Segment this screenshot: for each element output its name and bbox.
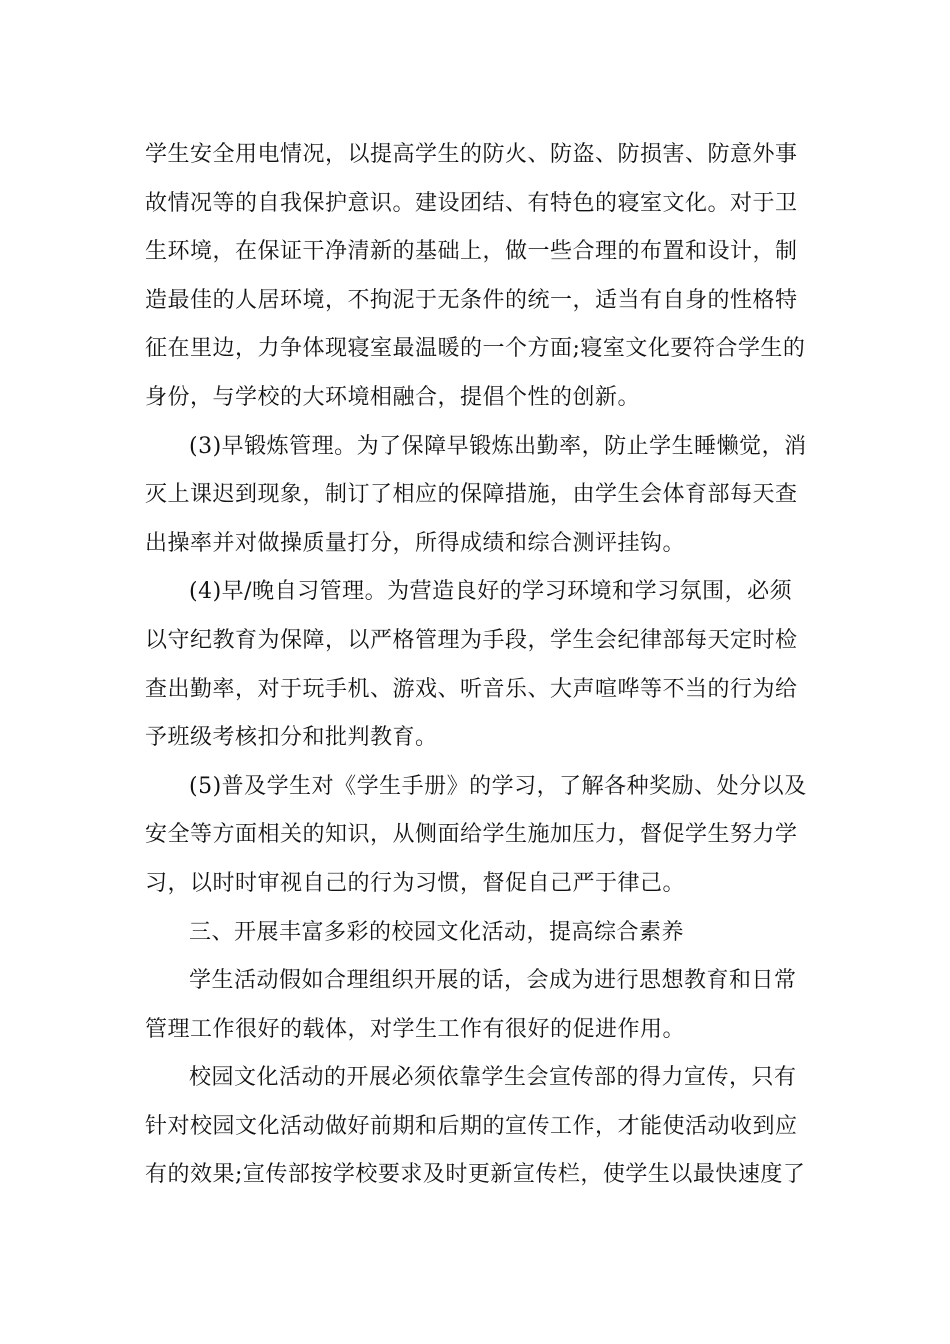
document-body [145, 131, 807, 1200]
text-line: (5)普及学生对《学生手册》的学习，了解各种奖励、处分以及 [189, 773, 807, 799]
text-line: 有的效果;宣传部按学校要求及时更新宣传栏，使学生以最快速度了 [145, 1162, 806, 1188]
text-line: 造最佳的人居环境，不拘泥于无条件的统一，适当有自身的性格特 [145, 287, 798, 313]
text-line: 身份，与学校的大环境相融合，提倡个性的创新。 [145, 384, 641, 410]
text-line: 出操率并对做操质量打分，所得成绩和综合测评挂钩。 [145, 530, 686, 556]
text-line: (4)早/晚自习管理。为营造良好的学习环境和学习氛围，必须 [189, 579, 793, 605]
text-line: 学生安全用电情况，以提高学生的防火、防盗、防损害、防意外事 [145, 142, 798, 167]
text-line: 生环境，在保证干净清新的基础上，做一些合理的布置和设计，制 [145, 239, 798, 265]
text-line: (3)早锻炼管理。为了保障早锻炼出勤率，防止学生睡懒觉，消 [189, 433, 807, 459]
text-line: 故情况等的自我保护意识。建设团结、有特色的寝室文化。对于卫 [145, 190, 798, 216]
text-line: 以守纪教育为保障，以严格管理为手段，学生会纪律部每天定时检 [145, 627, 798, 653]
text-line: 管理工作很好的载体，对学生工作有很好的促进作用。 [145, 1016, 686, 1042]
text-line: 三、开展丰富多彩的校园文化活动，提高综合素养 [189, 919, 685, 945]
text-line: 安全等方面相关的知识，从侧面给学生施加压力，督促学生努力学 [145, 822, 798, 848]
text-line: 习，以时时审视自己的行为习惯，督促自己严于律己。 [145, 870, 686, 896]
text-line: 校园文化活动的开展必须依靠学生会宣传部的得力宣传，只有 [189, 1065, 797, 1091]
text-line: 予班级考核扣分和批判教育。 [145, 725, 438, 751]
text-line: 灭上课迟到现象，制订了相应的保障措施，由学生会体育部每天查 [145, 482, 798, 508]
text-line: 征在里边，力争体现寝室最温暖的一个方面;寝室文化要符合学生的 [145, 336, 806, 362]
text-line: 学生活动假如合理组织开展的话，会成为进行思想教育和日常 [189, 968, 797, 994]
text-line: 查出勤率，对于玩手机、游戏、听音乐、大声喧哗等不当的行为给 [145, 676, 798, 702]
text-line: 针对校园文化活动做好前期和后期的宣传工作，才能使活动收到应 [145, 1113, 798, 1139]
